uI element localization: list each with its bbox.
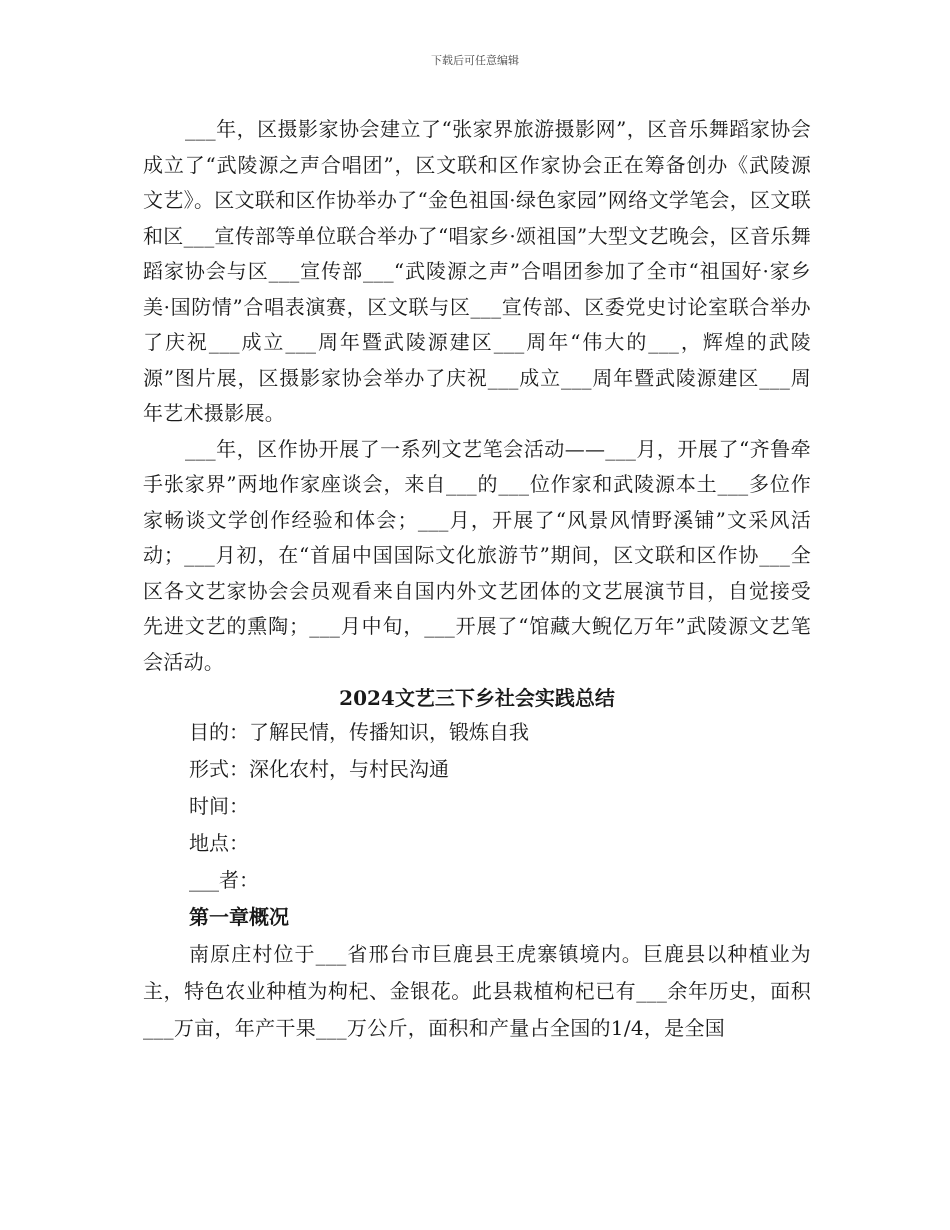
document-body — [143, 112, 811, 1047]
form-line: 形式：深化农村，与村民沟通 — [189, 757, 449, 781]
chapter-paragraph: 南原庄村位于___省邢台市巨鹿县王虎寨镇境内。巨鹿县以种植业为主，特色农业种植为枸杞、金银花。此县栽植枸杞已有___余年历史，面积___万亩，年产干果___万公斤，面积和产量占全国的1/4，是全国 — [143, 942, 811, 1040]
chapter-heading: 第一章概况 — [189, 905, 289, 929]
section-title: 2024文艺三下乡社会实践总结 — [339, 686, 615, 710]
location-line: 地点： — [189, 831, 249, 855]
participants-line: ___者： — [189, 868, 259, 892]
page-header: 下载后可任意编辑 — [431, 54, 519, 67]
paragraph-2: ___年，区作协开展了一系列文艺笔会活动——___月，开展了“齐鲁牵手张家界”两地作家座谈会，来自___的___位作家和武陵源本土___多位作家畅谈文学创作经验和体会；___月，开展了“风景风情野溪铺”文采风活动；___月初，在“首届中国国际文化旅游节”期间，区文联和区作协___全区各文艺家协会会员观看来自国内外文艺团体的文艺展演节目，自觉接受先进文艺的熏陶；___月中旬，___开展了“馆藏大鲵亿万年”武陵源文艺笔会活动。 — [143, 436, 811, 674]
paragraph-1: ___年，区摄影家协会建立了“张家界旅游摄影网”，区音乐舞蹈家协会成立了“武陵源之声合唱团”，区文联和区作家协会正在筹备创办《武陵源文艺》。区文联和区作协举办了“金色祖国·绿色家园”网络文学笔会，区文联和区___宣传部等单位联合举办了“唱家乡·颂祖国”大型文艺晚会，区音乐舞蹈家协会与区___宣传部___“武陵源之声”合唱团参加了全市“祖国好·家乡美·国防情”合唱表演赛，区文联与区___宣传部、区委党史讨论室联合举办了庆祝___成立___周年暨武陵源建区___周年“伟大的___，辉煌的武陵源”图片展，区摄影家协会举办了庆祝___成立___周年暨武陵源建区___周年艺术摄影展。 — [143, 117, 811, 425]
time-line: 时间： — [189, 794, 249, 818]
purpose-line: 目的：了解民情，传播知识，锻炼自我 — [189, 720, 529, 744]
